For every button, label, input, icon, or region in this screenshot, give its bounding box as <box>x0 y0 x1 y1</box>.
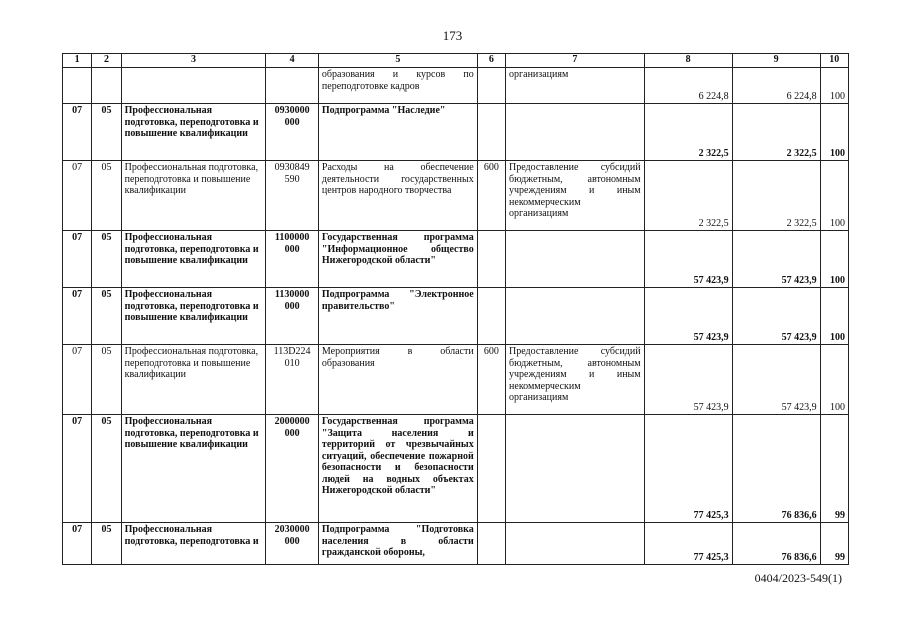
col-header: 7 <box>506 54 645 68</box>
target-article-code <box>266 68 319 104</box>
expense-type-code <box>477 104 505 161</box>
planned-amount: 6 224,8 <box>644 68 732 104</box>
col-header: 5 <box>318 54 477 68</box>
table-row <box>63 161 849 231</box>
section-name: Профессиональная подготовка, переподготовка и повышение квалификации <box>121 104 266 161</box>
section-code: 07 <box>63 161 92 231</box>
budget-table <box>62 53 849 565</box>
target-article-name: Государственная программа "Защита населения и территорий от чрезвычайных ситуаций, обеспечение пожарной безопасности и безопасности людей на водных объектах Нижегородской области" <box>318 415 477 523</box>
col-header: 4 <box>266 54 319 68</box>
target-article-name: образования и курсов по переподготовке кадров <box>318 68 477 104</box>
table-row <box>63 231 849 288</box>
target-article-code: 2000000 000 <box>266 415 319 523</box>
execution-percent: 100 <box>820 68 848 104</box>
execution-percent: 100 <box>820 288 848 345</box>
target-article-name: Мероприятия в области образования <box>318 345 477 415</box>
table-row <box>63 345 849 415</box>
executed-amount: 57 423,9 <box>732 231 820 288</box>
document-code: 0404/2023-549(1) <box>754 571 842 585</box>
section-name: Профессиональная подготовка, переподготовка и повышение квалификации <box>121 161 266 231</box>
expense-type-name: Предоставление субсидий бюджетным, автономным учреждениям и иным некоммерческим организациям <box>506 161 645 231</box>
section-name: Профессиональная подготовка, переподготовка и повышение квалификации <box>121 231 266 288</box>
executed-amount: 57 423,9 <box>732 345 820 415</box>
planned-amount: 2 322,5 <box>644 161 732 231</box>
col-header: 6 <box>477 54 505 68</box>
expense-type-name <box>506 104 645 161</box>
planned-amount: 57 423,9 <box>644 345 732 415</box>
expense-type-name <box>506 523 645 565</box>
section-code: 07 <box>63 231 92 288</box>
executed-amount: 2 322,5 <box>732 161 820 231</box>
expense-type-name: Предоставление субсидий бюджетным, автономным учреждениям и иным некоммерческим организациям <box>506 345 645 415</box>
expense-type-code: 600 <box>477 345 505 415</box>
target-article-name: Государственная программа "Информационное общество Нижегородской области" <box>318 231 477 288</box>
col-header: 3 <box>121 54 266 68</box>
subsection-code: 05 <box>92 161 121 231</box>
section-name: Профессиональная подготовка, переподготовка и повышение квалификации <box>121 345 266 415</box>
header-row <box>63 54 849 68</box>
col-header: 2 <box>92 54 121 68</box>
table-row <box>63 68 849 104</box>
expense-type-code <box>477 415 505 523</box>
target-article-name: Расходы на обеспечение деятельности государственных центров народного творчества <box>318 161 477 231</box>
executed-amount: 6 224,8 <box>732 68 820 104</box>
section-code: 07 <box>63 345 92 415</box>
execution-percent: 100 <box>820 231 848 288</box>
target-article-code: 113D224 010 <box>266 345 319 415</box>
subsection-code: 05 <box>92 231 121 288</box>
subsection-code: 05 <box>92 288 121 345</box>
planned-amount: 57 423,9 <box>644 288 732 345</box>
executed-amount: 76 836,6 <box>732 415 820 523</box>
execution-percent: 99 <box>820 415 848 523</box>
target-article-code: 2030000 000 <box>266 523 319 565</box>
target-article-code: 0930849 590 <box>266 161 319 231</box>
executed-amount: 57 423,9 <box>732 288 820 345</box>
execution-percent: 100 <box>820 345 848 415</box>
section-code: 07 <box>63 415 92 523</box>
target-article-name: Подпрограмма "Подготовка населения в области гражданской обороны, <box>318 523 477 565</box>
col-header: 10 <box>820 54 848 68</box>
subsection-code: 05 <box>92 415 121 523</box>
expense-type-name <box>506 231 645 288</box>
expense-type-code: 600 <box>477 161 505 231</box>
executed-amount: 76 836,6 <box>732 523 820 565</box>
subsection-code: 05 <box>92 523 121 565</box>
col-header: 1 <box>63 54 92 68</box>
page-number: 173 <box>442 28 463 43</box>
planned-amount: 77 425,3 <box>644 523 732 565</box>
section-code: 07 <box>63 288 92 345</box>
target-article-code: 1130000 000 <box>266 288 319 345</box>
execution-percent: 100 <box>820 161 848 231</box>
expense-type-code <box>477 68 505 104</box>
section-code: 07 <box>63 523 92 565</box>
table-row <box>63 288 849 345</box>
planned-amount: 77 425,3 <box>644 415 732 523</box>
table-row <box>63 104 849 161</box>
planned-amount: 57 423,9 <box>644 231 732 288</box>
planned-amount: 2 322,5 <box>644 104 732 161</box>
section-code: 07 <box>63 104 92 161</box>
section-code <box>63 68 92 104</box>
expense-type-code <box>477 523 505 565</box>
table-row <box>63 523 849 565</box>
subsection-code: 05 <box>92 104 121 161</box>
execution-percent: 100 <box>820 104 848 161</box>
expense-type-code <box>477 288 505 345</box>
section-name: Профессиональная подготовка, переподготовка и повышение квалификации <box>121 415 266 523</box>
section-name <box>121 68 266 104</box>
target-article-code: 0930000 000 <box>266 104 319 161</box>
expense-type-name: организациям <box>506 68 645 104</box>
executed-amount: 2 322,5 <box>732 104 820 161</box>
col-header: 9 <box>732 54 820 68</box>
target-article-name: Подпрограмма "Электронное правительство" <box>318 288 477 345</box>
section-name: Профессиональная подготовка, переподготовка и повышение квалификации <box>121 288 266 345</box>
subsection-code <box>92 68 121 104</box>
section-name: Профессиональная подготовка, переподготовка и <box>121 523 266 565</box>
table-row <box>63 415 849 523</box>
col-header: 8 <box>644 54 732 68</box>
expense-type-name <box>506 415 645 523</box>
target-article-name: Подпрограмма "Наследие" <box>318 104 477 161</box>
subsection-code: 05 <box>92 345 121 415</box>
expense-type-code <box>477 231 505 288</box>
execution-percent: 99 <box>820 523 848 565</box>
expense-type-name <box>506 288 645 345</box>
target-article-code: 1100000 000 <box>266 231 319 288</box>
